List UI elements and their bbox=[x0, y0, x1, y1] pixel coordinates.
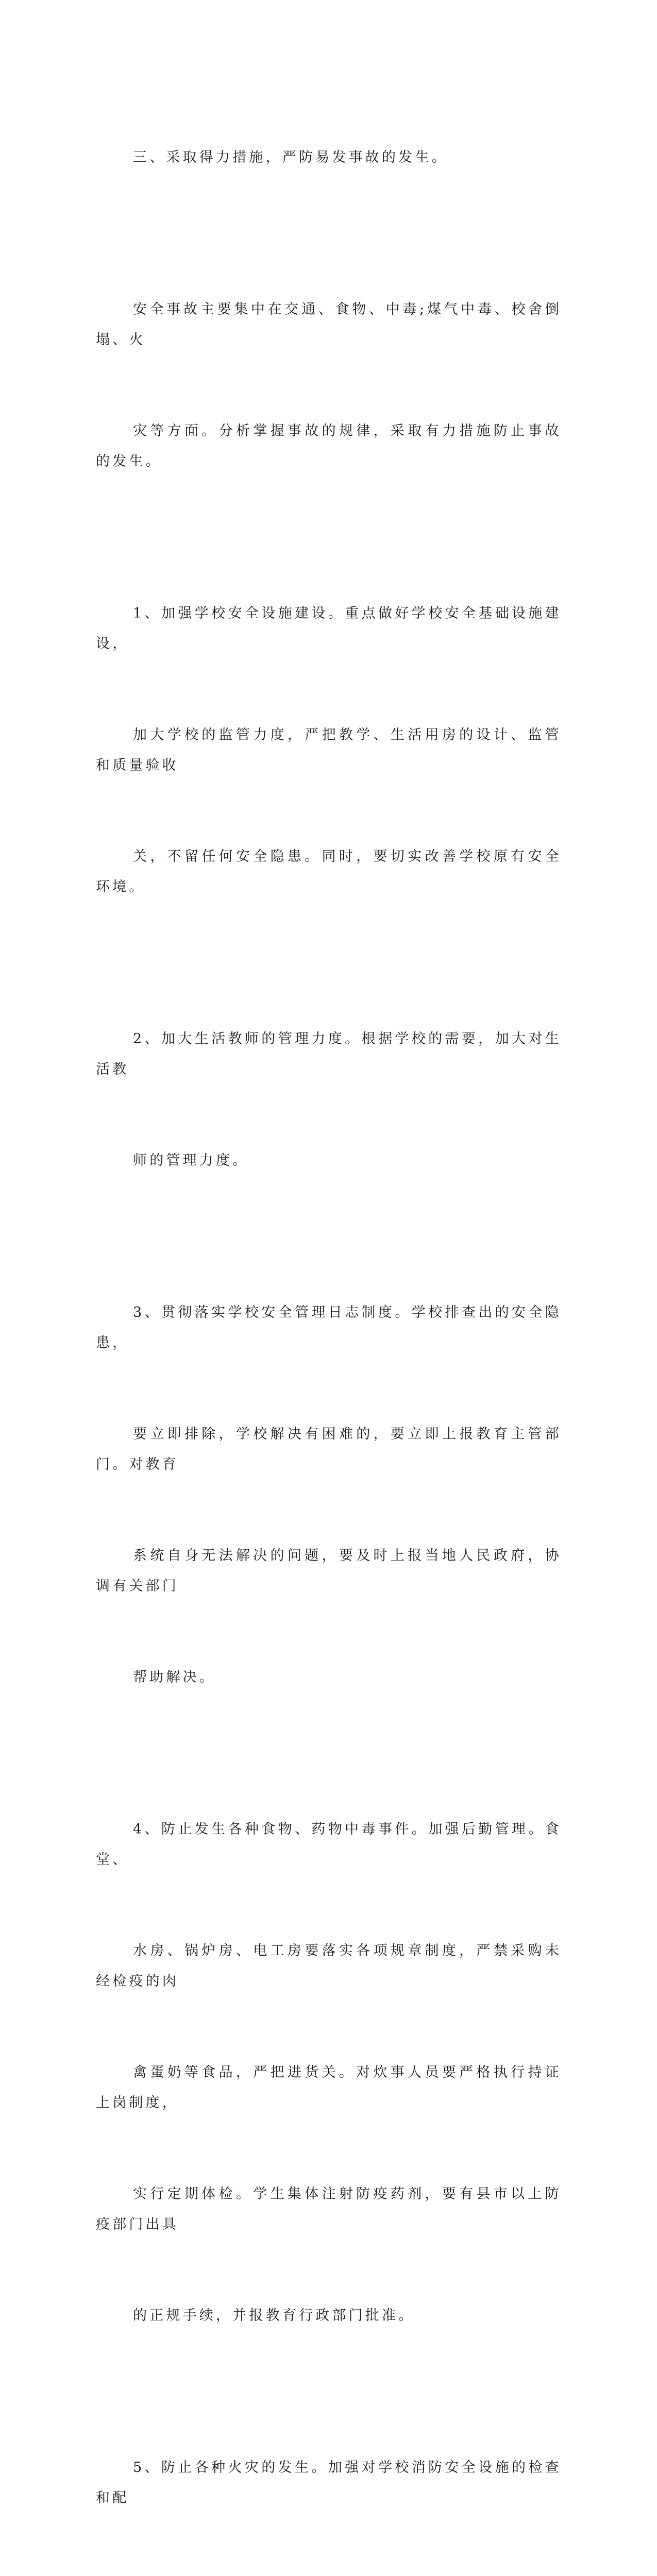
text-line: 系统自身无法解决的问题，要及时上报当地人民政府，协调有关部门 bbox=[96, 1548, 562, 1594]
text-line: 4、防止发生各种食物、药物中毒事件。加强后勤管理。食堂、 bbox=[96, 1821, 562, 1868]
text-line: 灾等方面。分析掌握事故的规律，采取有力措施防止事故的发生。 bbox=[96, 423, 562, 469]
text-line: 实行定期体检。学生集体注射防疫药剂，要有县市以上防疫部门出具 bbox=[96, 2186, 562, 2232]
paragraph-item-2 bbox=[96, 963, 562, 1236]
text-line bbox=[96, 2574, 562, 2576]
text-line: 帮助解决。 bbox=[133, 1669, 216, 1685]
text-line: 1、加强学校安全设施建设。重点做好学校安全基础设施建设， bbox=[96, 605, 562, 652]
text-line: 关，不留任何安全隐患。同时，要切实改善学校原有安全环境。 bbox=[96, 849, 562, 895]
paragraph-item-4 bbox=[96, 1753, 562, 2392]
paragraph-intro bbox=[96, 233, 562, 537]
document-page bbox=[96, 81, 562, 2576]
text-line: 师的管理力度。 bbox=[133, 1153, 249, 1168]
text-line: 加大学校的监管力度，严把教学、生活用房的设计、监管和质量验收 bbox=[96, 727, 562, 773]
text-line: 3、贯彻落实学校安全管理日志制度。学校排查出的安全隐患， bbox=[96, 1304, 562, 1351]
text-line: 安全事故主要集中在交通、食物、中毒;煤气中毒、校舍倒塌、火 bbox=[96, 301, 562, 348]
section-heading bbox=[96, 81, 562, 233]
text-line: 水房、锅炉房、电工房要落实各项规章制度，严禁采购未经检疫的肉 bbox=[96, 1943, 562, 1989]
text-line: 5、防止各种火灾的发生。加强对学校消防安全设施的检查和配 bbox=[96, 2460, 562, 2506]
text-line: 三、采取得力措施，严防易发事故的发生。 bbox=[133, 149, 448, 165]
paragraph-item-3 bbox=[96, 1236, 562, 1753]
text-line: 的正规手续，并报教育行政部门批准。 bbox=[133, 2308, 415, 2324]
paragraph-item-1 bbox=[96, 537, 562, 963]
text-line: 2、加大生活教师的管理力度。根据学校的需要，加大对生活教 bbox=[96, 1031, 562, 1077]
paragraph-item-5 bbox=[96, 2392, 562, 2576]
text-line: 禽蛋奶等食品，严把进货关。对炊事人员要严格执行持证上岗制度， bbox=[96, 2064, 562, 2111]
text-line: 要立即排除，学校解决有困难的，要立即上报教育主管部门。对教育 bbox=[96, 1426, 562, 1472]
